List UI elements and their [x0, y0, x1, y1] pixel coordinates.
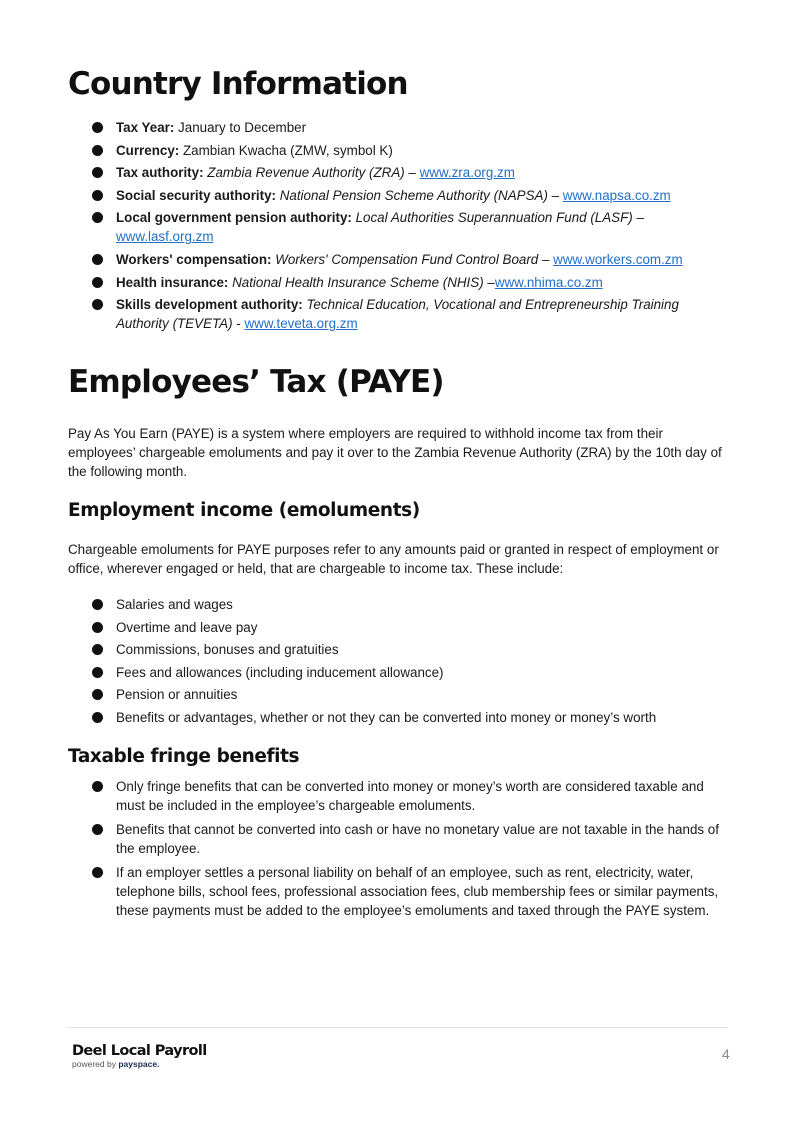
- list-item: [68, 273, 732, 292]
- item-label: Tax Year:: [116, 120, 175, 135]
- pay-text: pay: [118, 1059, 133, 1069]
- list-item: [68, 250, 732, 269]
- bullet-icon: [92, 277, 103, 288]
- item-label: Skills development authority:: [116, 297, 303, 313]
- nhima-link[interactable]: www.nhima.co.zm: [494, 274, 603, 290]
- item-label: Workers' compensation:: [116, 251, 272, 267]
- item-text: Overtime and leave pay: [116, 619, 258, 635]
- bullet-icon: [92, 299, 103, 310]
- list-item: [68, 208, 732, 246]
- fringe-benefits-list: [68, 777, 732, 925]
- zra-link[interactable]: www.zra.org.zm: [419, 165, 515, 181]
- bullet-icon: [92, 867, 103, 878]
- item-text: Zambian Kwacha (ZMW, symbol K): [179, 142, 393, 158]
- employment-income-description: Chargeable emoluments for PAYE purposes refer to any amounts paid or granted in respect of employment or office, wherever engaged or held, that are chargeable to income tax. These include:: [68, 542, 719, 576]
- taxable-fringe-benefits-heading: Taxable fringe benefits: [68, 746, 300, 767]
- item-authority-name: Workers' Compensation Fund Control Board: [271, 251, 539, 267]
- footer-logo: [72, 1043, 207, 1069]
- item-authority-name: Local Authorities Superannuation Fund (LASF): [351, 210, 633, 226]
- item-label: Social security authority:: [116, 187, 276, 203]
- item-text: If an employer settles a personal liability on behalf of an employee, such as rent, electricity, water, telephone bills, school fees, professional association fees, club membership fees or similar payments, these payments must be added to the employee’s emoluments and taxed through the PAYE system.: [116, 865, 719, 918]
- list-item: [68, 118, 732, 137]
- list-item: [68, 685, 656, 704]
- napsa-link[interactable]: www.napsa.co.zm: [562, 187, 671, 203]
- item-authority-name: Technical Education, Vocational and Entrepreneurship Training Authority (TEVETA): [116, 297, 679, 332]
- bullet-icon: [92, 667, 103, 678]
- lasf-link[interactable]: www.lasf.org.zm: [116, 229, 214, 245]
- bullet-icon: [92, 689, 103, 700]
- bullet-icon: [92, 622, 103, 633]
- list-item: [68, 595, 656, 614]
- item-separator: –: [404, 165, 420, 181]
- item-text: Benefits that cannot be converted into cash or have no monetary value are not taxable in the hands of the employee.: [116, 822, 719, 856]
- country-information-heading: Country Information: [68, 66, 408, 102]
- bullet-icon: [92, 644, 103, 655]
- list-item: [68, 141, 732, 160]
- list-item: [68, 863, 732, 920]
- item-separator: –: [547, 187, 563, 203]
- item-text: Benefits or advantages, whether or not they can be converted into money or money’s worth: [116, 709, 657, 725]
- item-separator: -: [232, 316, 245, 332]
- brand-name: Deel Local Payroll: [72, 1043, 207, 1059]
- list-item: [68, 777, 732, 815]
- list-item: [68, 295, 732, 333]
- item-text: Commissions, bonuses and gratuities: [116, 642, 339, 658]
- bullet-icon: [92, 212, 103, 223]
- bullet-icon: [92, 122, 103, 133]
- emoluments-list: [68, 595, 656, 731]
- item-label: Currency:: [116, 142, 180, 158]
- country-info-list: [68, 118, 732, 337]
- paye-heading: Employees’ Tax (PAYE): [68, 364, 444, 400]
- bullet-icon: [92, 712, 103, 723]
- item-authority-name: National Health Insurance Scheme (NHIS): [228, 274, 484, 290]
- item-text: Pension or annuities: [116, 687, 238, 703]
- item-text: Fees and allowances (including inducement allowance): [116, 664, 444, 680]
- list-item: [68, 663, 656, 682]
- employment-income-heading: Employment income (emoluments): [68, 500, 420, 521]
- item-authority-name: Zambia Revenue Authority (ZRA): [203, 165, 405, 181]
- bullet-icon: [92, 167, 103, 178]
- list-item: [68, 708, 656, 727]
- space-text: space.: [132, 1059, 160, 1069]
- list-item: [68, 186, 732, 205]
- item-text: January to December: [174, 120, 307, 135]
- bullet-icon: [92, 254, 103, 265]
- bullet-icon: [92, 145, 103, 156]
- brand-tagline: [72, 1059, 207, 1069]
- workers-link[interactable]: www.workers.com.zm: [553, 251, 683, 267]
- list-item: [68, 820, 732, 858]
- bullet-icon: [92, 190, 103, 201]
- item-label: Local government pension authority:: [116, 210, 352, 226]
- item-text: Salaries and wages: [116, 597, 233, 612]
- item-label: Tax authority:: [116, 165, 204, 181]
- paye-intro-paragraph: Pay As You Earn (PAYE) is a system where employers are required to withhold income tax from their employees’ chargeable emoluments and pay it over to the Zambia Revenue Authority (ZRA) by the 10th day of the following month.: [68, 426, 722, 479]
- item-separator: –: [538, 251, 554, 267]
- item-text: Only fringe benefits that can be converted into money or money’s worth are considered taxable and must be included in the employee’s chargeable emoluments.: [116, 779, 704, 813]
- list-item: [68, 163, 732, 182]
- item-separator: –: [483, 274, 495, 290]
- item-authority-name: National Pension Scheme Authority (NAPSA): [276, 187, 548, 203]
- page-number: 4: [722, 1046, 730, 1062]
- teveta-link[interactable]: www.teveta.org.zm: [244, 316, 358, 332]
- list-item: [68, 618, 656, 637]
- item-label: Health insurance:: [116, 274, 229, 290]
- list-item: [68, 640, 656, 659]
- footer-divider: [68, 1027, 728, 1028]
- item-separator: –: [632, 210, 644, 226]
- bullet-icon: [92, 599, 103, 610]
- bullet-icon: [92, 781, 103, 792]
- powered-by-text: powered by: [72, 1059, 119, 1069]
- bullet-icon: [92, 824, 103, 835]
